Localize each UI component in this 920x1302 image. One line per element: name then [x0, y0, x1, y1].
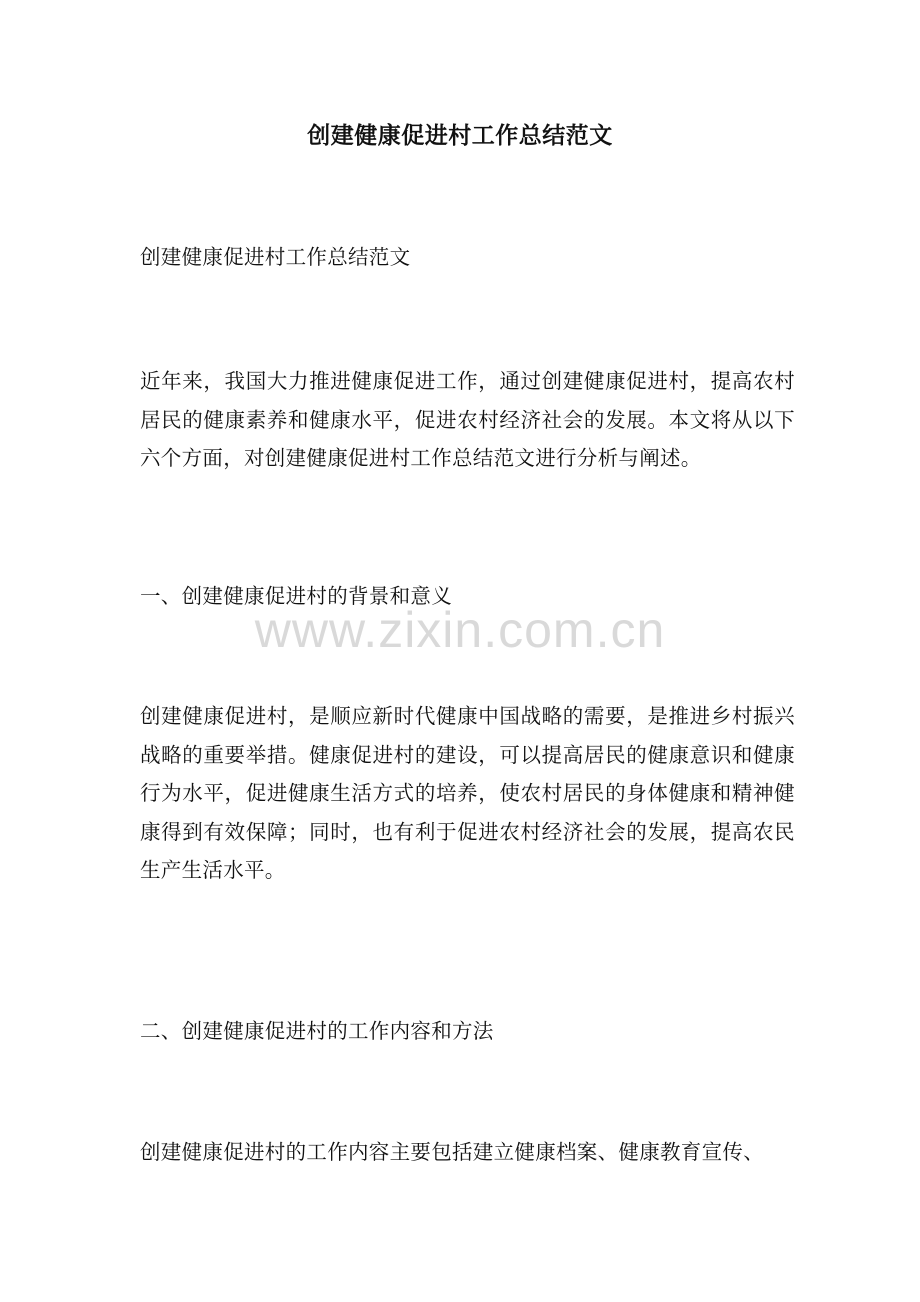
intro-paragraph: 近年来，我国大力推进健康促进工作，通过创建健康促进村，提高农村居民的健康素养和健康水平，促进农村经济社会的发展。本文将从以下六个方面，对创建健康促进村工作总结范文进行分析与阐述。 — [140, 369, 795, 470]
watermark: www.zixin.com.cn — [254, 602, 666, 658]
document-title: 创建健康促进村工作总结范文 — [307, 122, 613, 149]
document-subtitle: 创建健康促进村工作总结范文 — [140, 245, 411, 269]
section-body-2: 创建健康促进村的工作内容主要包括建立健康档案、健康教育宣传、 — [140, 1140, 764, 1164]
section-heading-2: 二、创建健康促进村的工作内容和方法 — [140, 1019, 494, 1043]
section-body-1: 创建健康促进村，是顺应新时代健康中国战略的需要，是推进乡村振兴战略的重要举措。健康促进村的建设，可以提高居民的健康意识和健康行为水平，促进健康生活方式的培养，使农村居民的身体健康和精神健康得到有效保障；同时，也有利于促进农村经济社会的发展，提高农民生产生活水平。 — [140, 704, 795, 882]
section-heading-1: 一、创建健康促进村的背景和意义 — [140, 584, 452, 608]
